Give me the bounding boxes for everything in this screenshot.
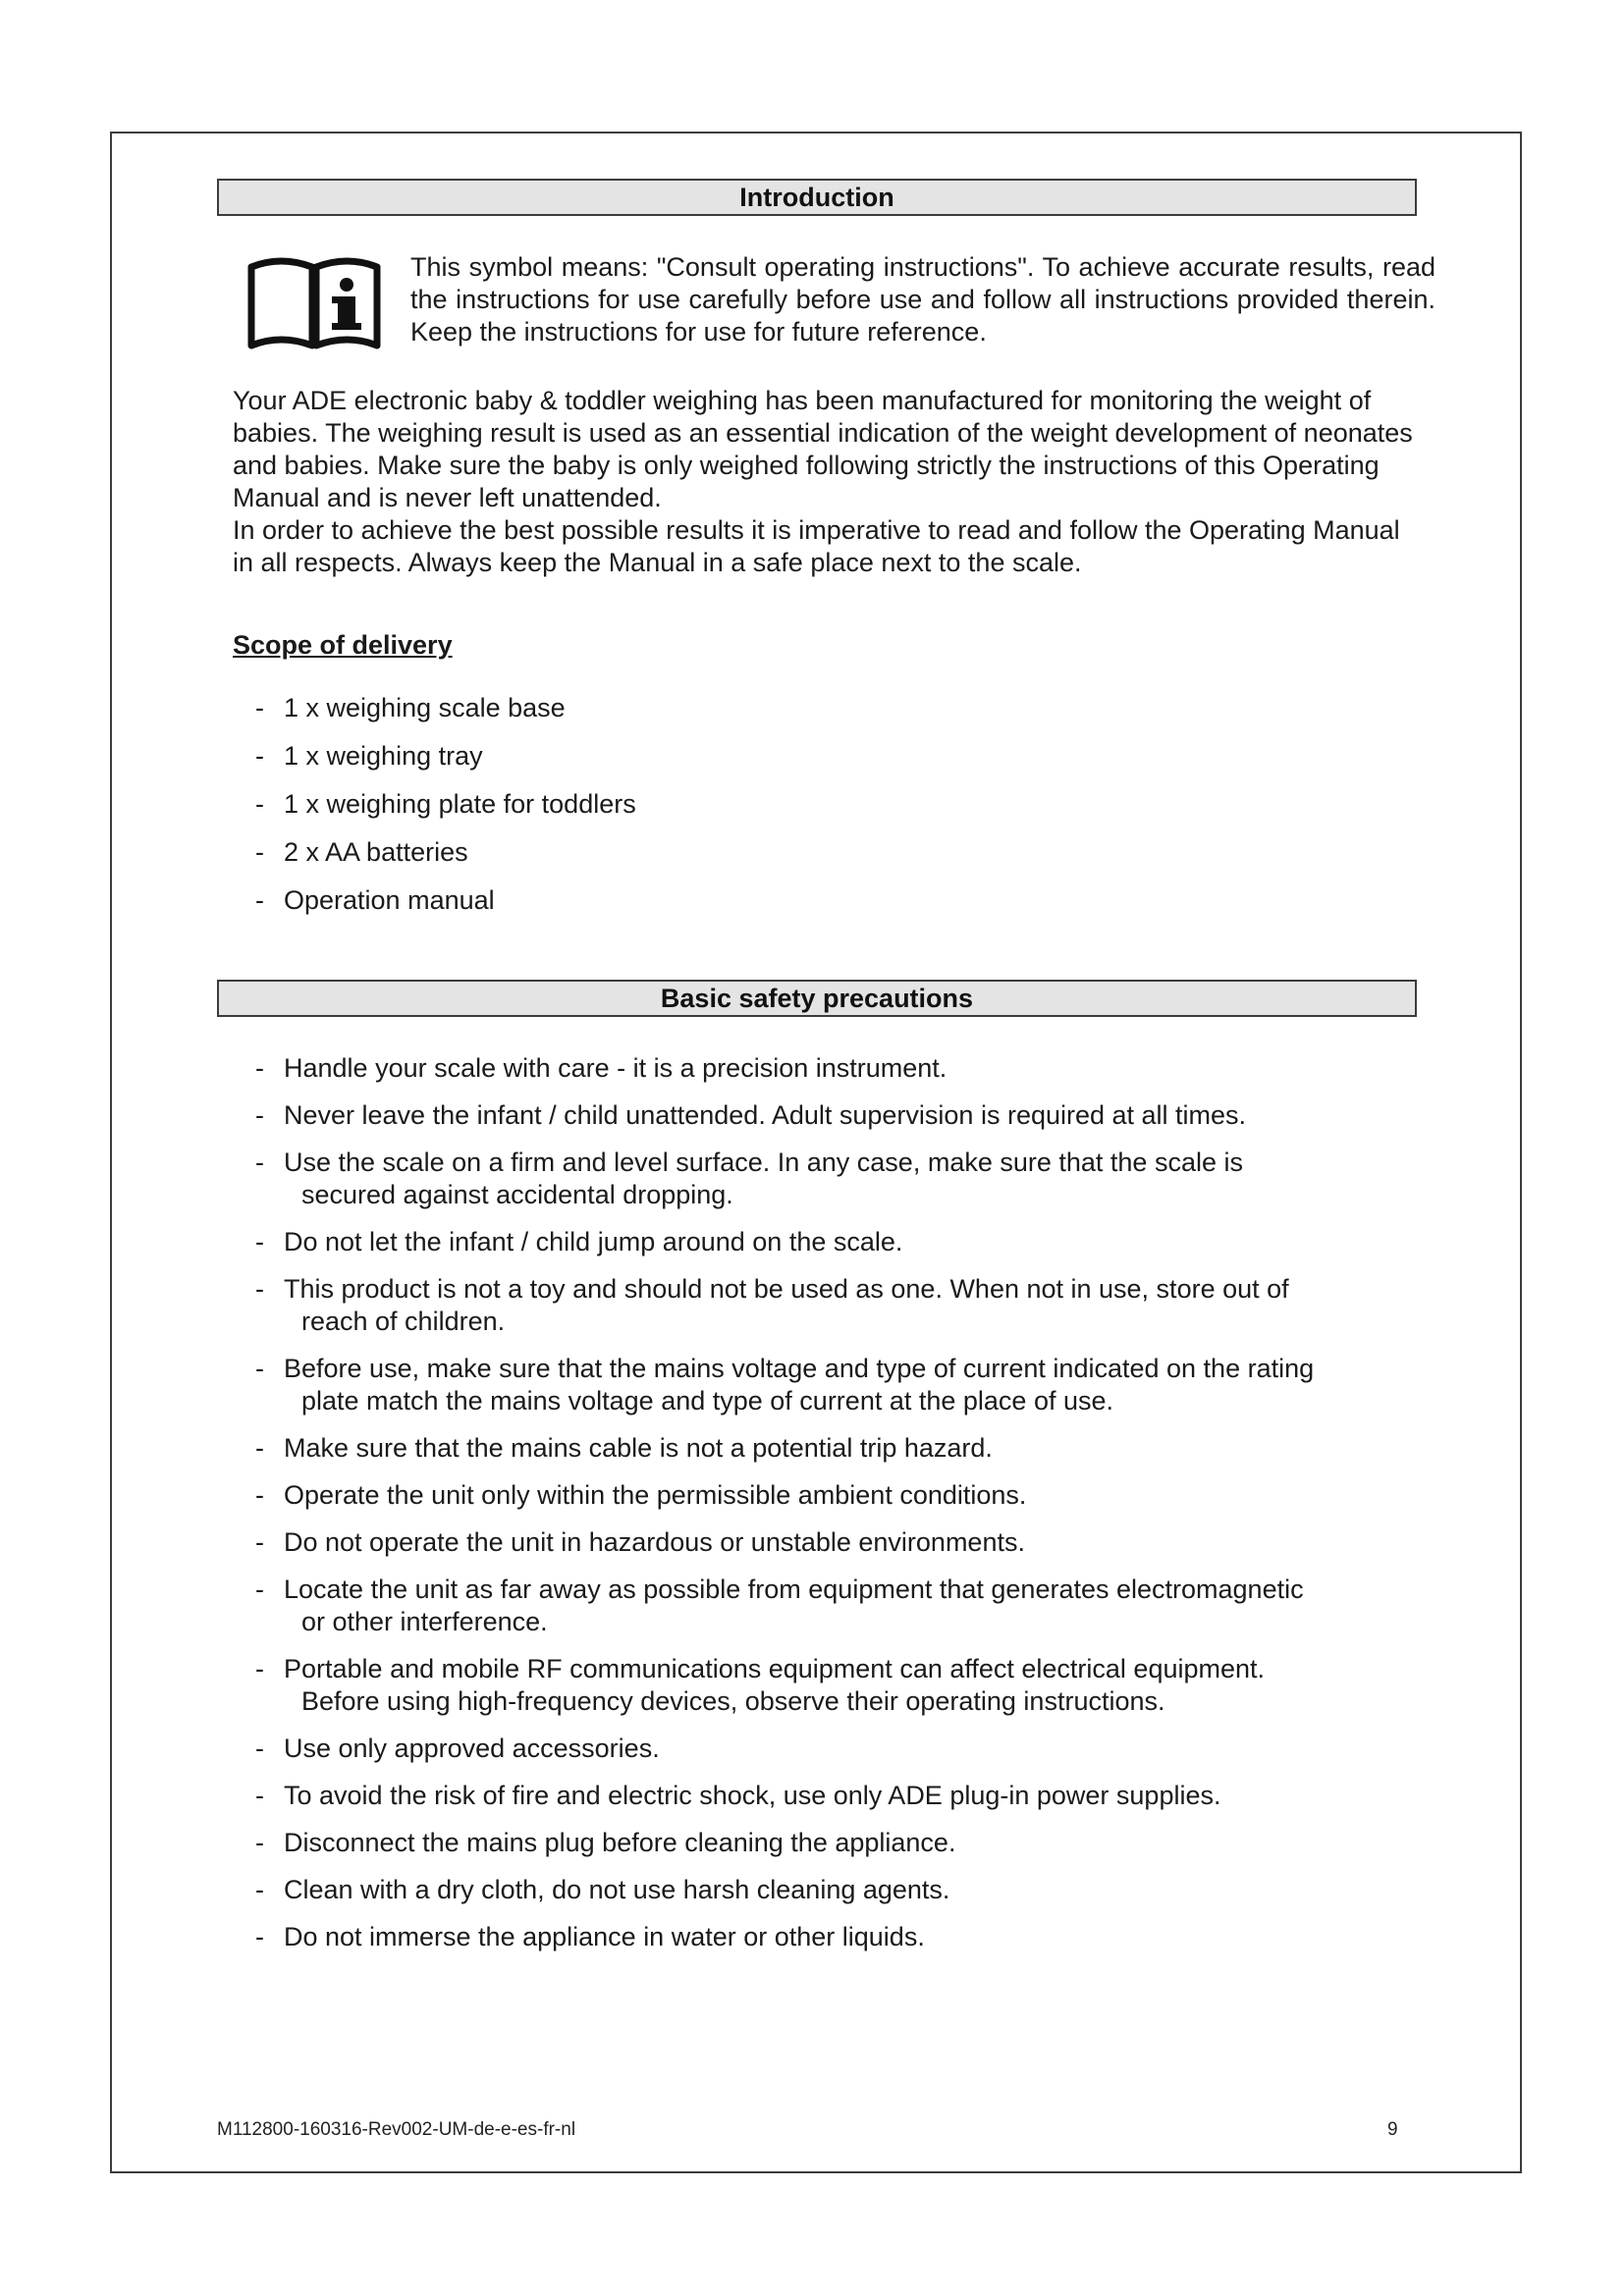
list-item: - 2 x AA batteries <box>255 837 468 867</box>
list-item: - Before use, make sure that the mains voltage and type of current indicated on the rating plate match the mains voltage and type of current at the place of use. <box>255 1354 1315 1415</box>
list-item: - Use only approved accessories. <box>255 1734 660 1763</box>
symbol-description: This symbol means: "Consult operating instructions". To achieve accurate results, read the instructions for use carefully before use and follow all instructions provided therein. Keep the instructions for use for future reference. <box>410 252 1435 347</box>
list-item: - Portable and mobile RF communications equipment can affect electrical equipment. Before using high-frequency devices, observe their operating instructions. <box>255 1654 1266 1716</box>
list-item: - Disconnect the mains plug before cleaning the appliance. <box>255 1828 956 1857</box>
list-item: - Do not let the infant / child jump around on the scale. <box>255 1227 903 1256</box>
list-item: - 1 x weighing plate for toddlers <box>255 789 636 819</box>
list-item: - 1 x weighing tray <box>255 741 483 771</box>
intro-paragraph-1: Your ADE electronic baby & toddler weighing has been manufactured for monitoring the weight of babies. The weighing result is used as an essential indication of the weight development of neonates and babies. Make sure the baby is only weighed following strictly the instructions of this Operating Manual and is never left unattended. <box>233 386 1413 512</box>
introduction-title: Introduction <box>217 179 1417 216</box>
list-item: - Do not operate the unit in hazardous or unstable environments. <box>255 1527 1025 1557</box>
scope-heading: Scope of delivery <box>233 630 453 660</box>
list-item: - Never leave the infant / child unattended. Adult supervision is required at all times. <box>255 1100 1247 1130</box>
list-item: - Do not immerse the appliance in water or other liquids. <box>255 1922 925 1951</box>
consult-instructions-icon <box>247 253 381 351</box>
list-item: - To avoid the risk of fire and electric shock, use only ADE plug-in power supplies. <box>255 1781 1221 1810</box>
safety-list <box>255 1052 1434 1953</box>
page-number: 9 <box>1387 2119 1398 2140</box>
list-item: - Handle your scale with care - it is a precision instrument. <box>255 1053 947 1083</box>
list-item: - Operation manual <box>255 885 495 915</box>
document-id: M112800-160316-Rev002-UM-de-e-es-fr-nl <box>217 2119 576 2140</box>
scope-list <box>255 692 1434 917</box>
list-item: - 1 x weighing scale base <box>255 693 566 722</box>
list-item: - Clean with a dry cloth, do not use harsh cleaning agents. <box>255 1875 950 1904</box>
list-item: - Use the scale on a firm and level surface. In any case, make sure that the scale is secured against accidental dropping. <box>255 1148 1243 1209</box>
safety-title: Basic safety precautions <box>217 980 1417 1017</box>
list-item: - Make sure that the mains cable is not a potential trip hazard. <box>255 1433 993 1463</box>
intro-paragraph-2: In order to achieve the best possible results it is imperative to read and follow the Operating Manual in all respects. Always keep the Manual in a safe place next to the scale. <box>233 515 1400 577</box>
list-item: - Locate the unit as far away as possible from equipment that generates electromagnetic or other interference. <box>255 1575 1304 1636</box>
list-item: - This product is not a toy and should not be used as one. When not in use, store out of reach of children. <box>255 1274 1289 1336</box>
list-item: - Operate the unit only within the permissible ambient conditions. <box>255 1480 1027 1510</box>
